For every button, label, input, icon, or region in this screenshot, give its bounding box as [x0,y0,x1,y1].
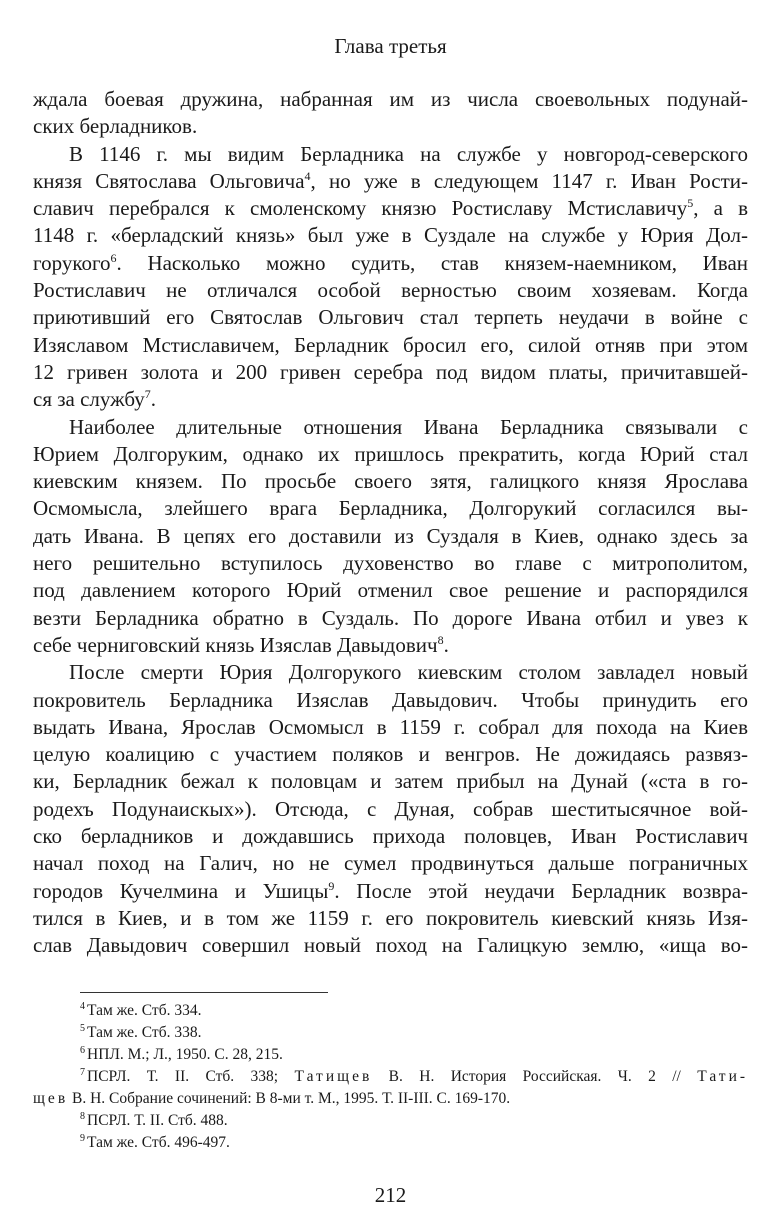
footnote-mark: 8 [437,632,444,647]
text-line: После смерти Юрия Долгорукого киевским столом завладел новый [69,660,748,685]
footnote: $^5$ Там же. Стб. 338. [80,1023,202,1041]
text-line: ки, Берладник бежал к половцам и затем прибыл на Дунай («ста в го- [33,769,748,794]
text-line: 12 гривен золота и 200 гривен серебра под видом платы, причитавшей- [33,359,748,384]
footnote-mark: 9 [328,878,335,893]
footnotes [33,1000,748,1154]
text-line: ско берладников и дождавшись прихода половцев, Иван Ростиславич [33,824,748,849]
text-line: покровитель Берладника Изяслав Давыдович. Чтобы принудить его [33,687,748,712]
text-line: Юрием Долгоруким, однако их пришлось прекратить, когда Юрий стал [33,441,748,466]
text-line: В 1146 г. мы видим Берладника на службе у новгород-северского [69,141,748,166]
footnote: $^7$ ПСРЛ. Т. II. Стб. 338; Татищев В. Н. История Российская. Ч. 2 // Тати- [80,1067,749,1085]
text-line: тился в Киев, и в том же 1159 г. его покровитель киевский князь Изя- [33,905,748,930]
text-line: приютивший его Святослав Ольгович стал терпеть неудачи в войне с [33,305,748,330]
footnote: $^6$ НПЛ. М.; Л., 1950. С. 28, 215. [80,1045,283,1063]
text-line: него решительно вступилось духовенство во главе с митрополитом, [33,551,748,576]
text-line: киевским князем. По просьбе своего зятя, галицкого князя Ярослава [33,469,748,494]
text-line: 1148 г. «берладский князь» был уже в Суздале на службе у Юрия Дол- [33,223,748,248]
running-head: Глава третья [334,34,447,58]
text-line: себе черниговский князь Изяслав Давыдович$^8$. [33,632,449,657]
text-line: ся за службу$^7$. [33,387,156,412]
footnote-continuation: щев В. Н. Собрание сочинений: В 8-ми т. М., 1995. Т. II-III. С. 169-170. [33,1090,511,1107]
footnote-mark: 6 [110,250,117,265]
footnote: $^8$ ПСРЛ. Т. II. Стб. 488. [80,1111,228,1129]
text-line: ских берладников. [33,114,198,139]
text-line: родехъ Подунаискых»). Отсюда, с Дуная, собрав шеститысячное вой- [33,796,748,821]
text-line: князя Святослава Ольговича$^4$, но уже в следующем 1147 г. Иван Рости- [33,168,748,193]
footnote: $^9$ Там же. Стб. 496-497. [80,1133,230,1151]
book-page [33,0,748,1229]
text-line: Ростиславич не отличался особой верностью своим хозяевам. Когда [33,278,748,303]
page-number: 212 [374,1183,407,1207]
footnote-mark: 4 [304,168,311,183]
body-text [33,86,748,960]
text-line: целую коалицию с участием поляков и венгров. Не дожидаясь развяз- [33,742,748,767]
text-line: выдать Ивана, Ярослав Осмомысл в 1159 г. собрал для похода на Киев [33,714,748,739]
text-line: ждала боевая дружина, набранная им из числа своевольных подунай- [33,87,748,111]
footnote: $^4$ Там же. Стб. 334. [80,1001,202,1019]
footnote-mark: 7 [144,387,151,402]
text-line: под давлением которого Юрий отменил свое решение и распорядился [33,578,748,603]
text-line: слав Давыдович совершил новый поход на Галицкую землю, «ища во- [33,933,748,958]
text-line: Наиболее длительные отношения Ивана Берладника связывали с [69,414,748,439]
text-line: дать Ивана. В цепях его доставили из Суздаля в Киев, однако здесь за [33,523,748,548]
text-line: Изяславом Мстиславичем, Берладник бросил его, силой отняв при этом [33,332,748,357]
text-line: Осмомысла, злейшего врага Берладника, Долгорукий согласился вы- [33,496,748,521]
text-line: начал поход на Галич, но не сумел продвинуться дальше пограничных [33,851,748,876]
footnote-divider [80,992,328,993]
footnote-mark: 5 [687,196,694,211]
text-line: везти Берладника обратно в Суздаль. По дороге Ивана отбил и увез к [33,605,748,630]
text-line: горукого$^6$. Насколько можно судить, став князем-наемником, Иван [33,250,748,275]
text-line: славич перебрался к смоленскому князю Ростиславу Мстиславичу$^5$, а в [33,196,748,221]
text-line: городов Кучелмина и Ушицы$^9$. После этой неудачи Берладник возвра- [33,878,749,903]
